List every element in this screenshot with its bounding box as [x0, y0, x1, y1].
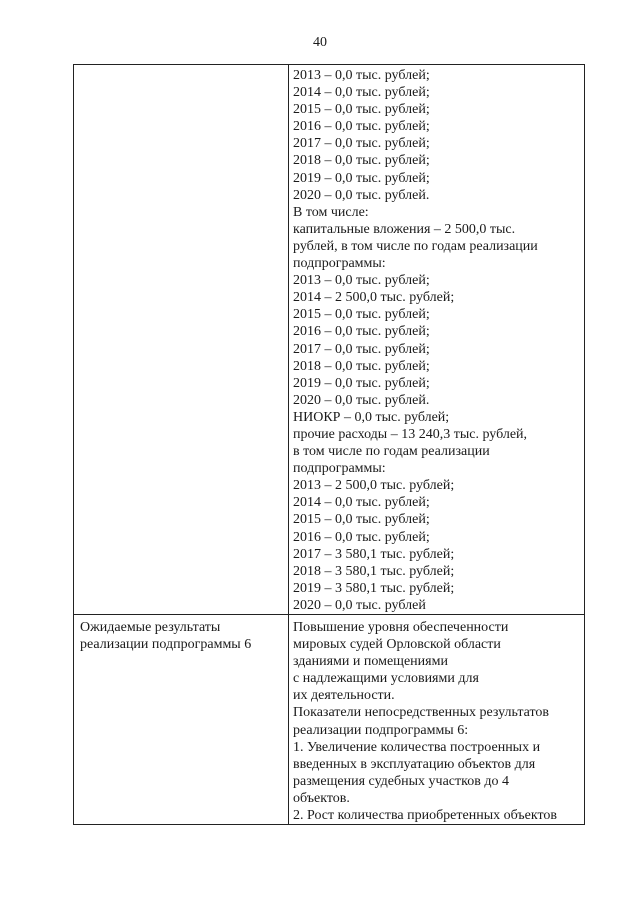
- text-line: объектов.: [293, 790, 350, 806]
- text-line: 2. Рост количества приобретенных объектов: [293, 808, 558, 824]
- text-line: с надлежащими условиями для: [293, 671, 479, 687]
- text-line: 2016 – 0,0 тыс. рублей;: [293, 119, 430, 135]
- text-line: подпрограммы:: [293, 256, 386, 272]
- text-line: 2016 – 0,0 тыс. рублей;: [293, 324, 430, 340]
- text-line: 2017 – 0,0 тыс. рублей;: [293, 341, 430, 357]
- text-line: рублей, в том числе по годам реализации: [293, 238, 538, 254]
- text-line: реализации подпрограммы 6:: [293, 722, 469, 738]
- text-line: 2020 – 0,0 тыс. рублей.: [293, 392, 430, 408]
- text-line: 2019 – 3 580,1 тыс. рублей;: [293, 580, 455, 596]
- text-line: капитальные вложения – 2 500,0 тыс.: [293, 221, 516, 237]
- text-line: 2018 – 3 580,1 тыс. рублей;: [293, 563, 455, 579]
- text-line: прочие расходы – 13 240,3 тыс. рублей,: [293, 426, 528, 442]
- text-line: 2020 – 0,0 тыс. рублей.: [293, 187, 430, 203]
- table-row: [74, 615, 585, 825]
- row-content-cell: [289, 615, 585, 825]
- text-line: в том числе по годам реализации: [293, 444, 490, 460]
- text-line: введенных в эксплуатацию объектов для: [293, 756, 536, 772]
- text-line: 2013 – 2 500,0 тыс. рублей;: [293, 478, 455, 494]
- text-line: В том числе:: [293, 204, 369, 220]
- text-line: размещения судебных участков до 4: [293, 773, 509, 789]
- text-line: 2015 – 0,0 тыс. рублей;: [293, 512, 430, 528]
- row-label-cell: [74, 65, 289, 615]
- text-line: 2015 – 0,0 тыс. рублей;: [293, 102, 430, 118]
- document-table: [73, 64, 585, 825]
- text-line: подпрограммы:: [293, 461, 386, 477]
- text-line: 2019 – 0,0 тыс. рублей;: [293, 170, 430, 186]
- text-line: 2014 – 0,0 тыс. рублей;: [293, 85, 430, 101]
- text-line: Ожидаемые результаты: [80, 620, 221, 635]
- page-number: 40: [313, 35, 327, 50]
- text-line: Повышение уровня обеспеченности: [293, 620, 509, 635]
- text-line: 2014 – 0,0 тыс. рублей;: [293, 495, 430, 511]
- text-line: 2020 – 0,0 тыс. рублей: [293, 597, 426, 613]
- text-line: реализации подпрограммы 6: [80, 637, 252, 653]
- text-line: 2014 – 2 500,0 тыс. рублей;: [293, 290, 455, 306]
- row-label-cell: [74, 615, 289, 825]
- text-line: мировых судей Орловской области: [293, 637, 501, 653]
- text-line: 2016 – 0,0 тыс. рублей;: [293, 529, 430, 545]
- text-line: 2019 – 0,0 тыс. рублей;: [293, 375, 430, 391]
- text-line: 2018 – 0,0 тыс. рублей;: [293, 153, 430, 169]
- text-line: 2017 – 3 580,1 тыс. рублей;: [293, 546, 455, 562]
- text-line: 2018 – 0,0 тыс. рублей;: [293, 358, 430, 374]
- text-line: зданиями и помещениями: [293, 654, 448, 670]
- text-line: НИОКР – 0,0 тыс. рублей;: [293, 409, 450, 425]
- text-line: Показатели непосредственных результатов: [293, 705, 550, 721]
- text-line: 2015 – 0,0 тыс. рублей;: [293, 307, 430, 323]
- text-line: 2013 – 0,0 тыс. рублей;: [293, 68, 430, 83]
- text-line: их деятельности.: [293, 688, 395, 704]
- row-content-cell: [289, 65, 585, 615]
- text-line: 1. Увеличение количества построенных и: [293, 739, 541, 755]
- text-line: 2017 – 0,0 тыс. рублей;: [293, 136, 430, 152]
- table-row: [74, 65, 585, 615]
- text-line: 2013 – 0,0 тыс. рублей;: [293, 273, 430, 289]
